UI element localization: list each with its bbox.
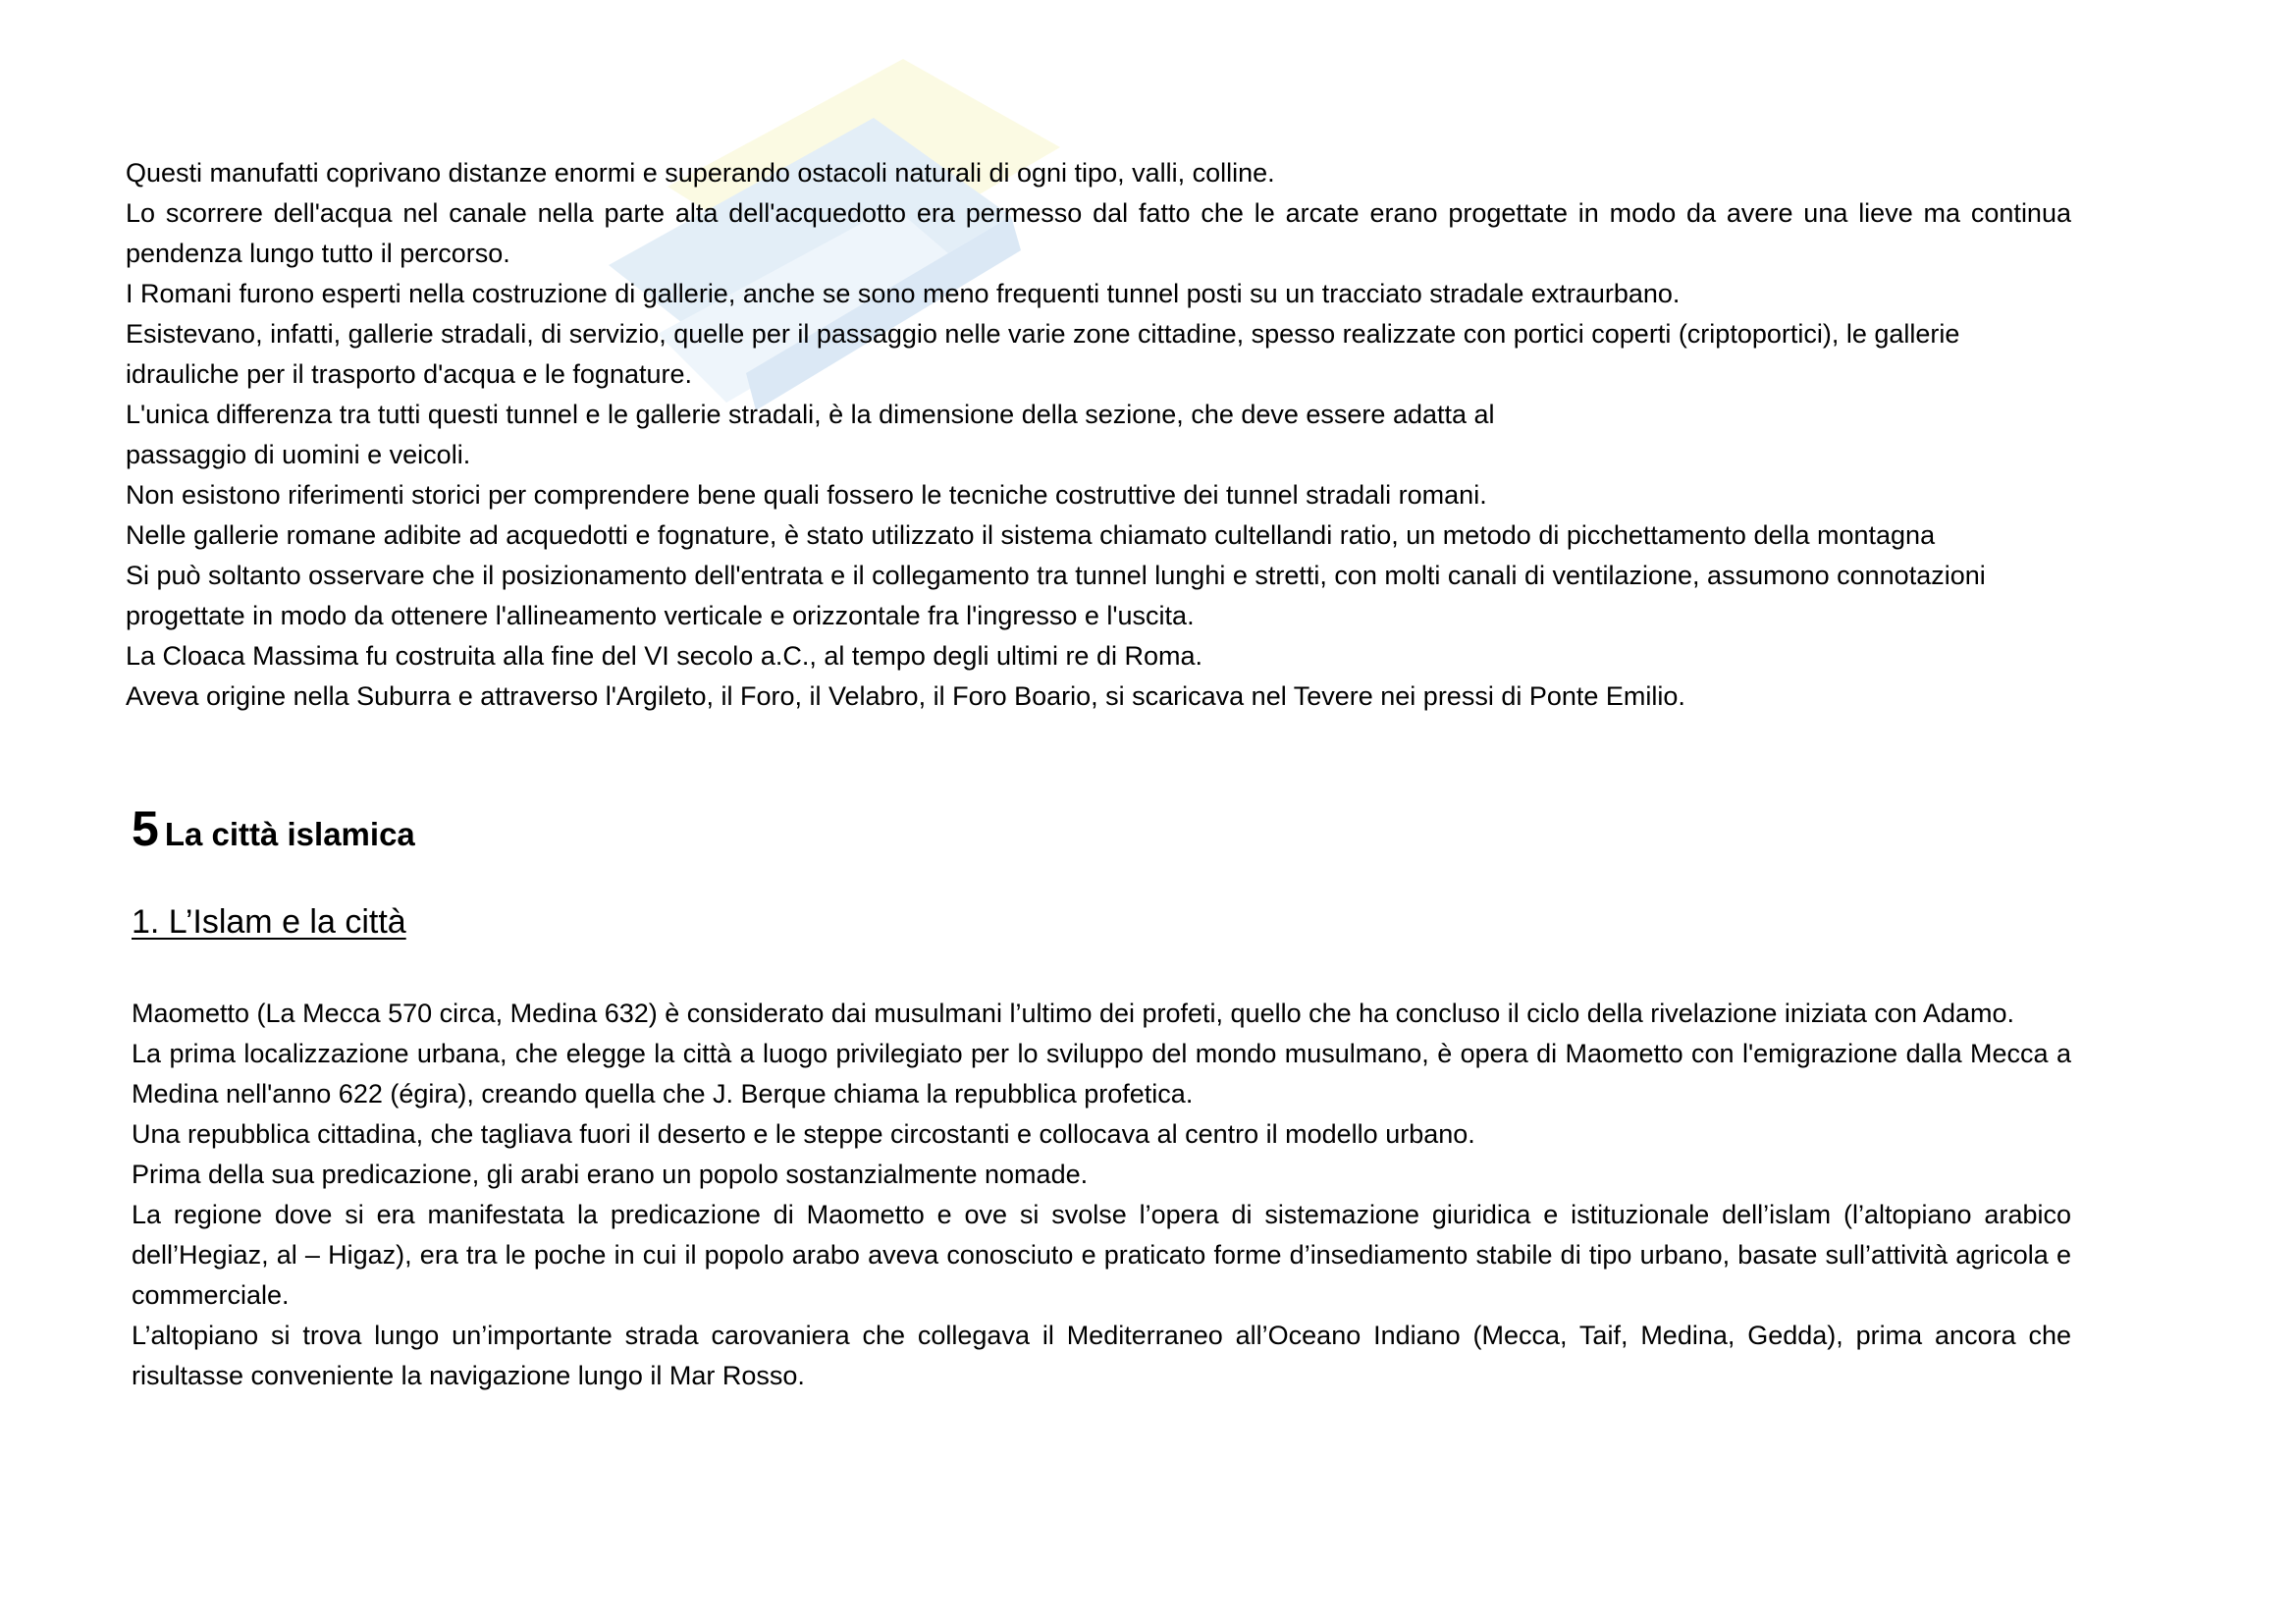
paragraph: Non esistono riferimenti storici per comprendere bene quali fossero le tecniche costruttive dei tunnel stradali romani.	[126, 480, 1487, 510]
paragraph: I Romani furono esperti nella costruzione di gallerie, anche se sono meno frequenti tunnel posti su un tracciato stradale extraurbano.	[126, 279, 1681, 308]
chapter-number: 5	[132, 801, 159, 856]
paragraph: L'unica differenza tra tutti questi tunnel e le gallerie stradali, è la dimensione della sezione, che deve essere adatta al	[126, 400, 1495, 429]
subsection-title: 1. L’Islam e la città	[132, 903, 406, 941]
paragraph: Maometto (La Mecca 570 circa, Medina 632) è considerato dai musulmani l’ultimo dei profeti, quello che ha concluso il ciclo della rivelazione iniziata con Adamo.	[132, 999, 2015, 1028]
paragraph: passaggio di uomini e veicoli.	[126, 440, 471, 469]
paragraph: Una repubblica cittadina, che tagliava fuori il deserto e le steppe circostanti e collocava al centro il modello urbano.	[132, 1119, 1475, 1149]
paragraph: Aveva origine nella Suburra e attraverso l'Argileto, il Foro, il Velabro, il Foro Boario, si scaricava nel Tevere nei pressi di Ponte Emilio.	[126, 681, 1685, 711]
paragraph: Si può soltanto osservare che il posizionamento dell'entrata e il collegamento tra tunnel lunghi e stretti, con molti canali di ventilazione, assumono connotazioni progettate in modo da ottenere l'allineamento verticale e orizzontale fra l'ingresso e l'uscita.	[126, 561, 1986, 630]
paragraph: L’altopiano si trova lungo un’importante strada carovaniera che collegava il Mediterraneo all’Oceano Indiano (Mecca, Taif, Medina, Gedda), prima ancora che risultasse conveniente la navigazione lungo il Mar Rosso.	[132, 1321, 2071, 1390]
paragraph: Questi manufatti coprivano distanze enormi e superando ostacoli naturali di ogni tipo, valli, colline.	[126, 158, 1275, 188]
paragraph: Lo scorrere dell'acqua nel canale nella parte alta dell'acquedotto era permesso dal fatto che le arcate erano progettate in modo da avere una lieve ma continua pendenza lungo tutto il percorso.	[126, 198, 2071, 268]
paragraph: Esistevano, infatti, gallerie stradali, di servizio, quelle per il passaggio nelle varie zone cittadine, spesso realizzate con portici coperti (criptoportici), le gallerie idrauliche per il trasporto d'acqua e le fognature.	[126, 319, 1960, 389]
chapter-title: La città islamica	[164, 816, 415, 852]
intro-section	[126, 153, 2071, 717]
chapter-heading	[132, 799, 415, 864]
paragraph: La prima localizzazione urbana, che elegge la città a luogo privilegiato per lo sviluppo del mondo musulmano, è opera di Maometto con l'emigrazione dalla Mecca a Medina nell'anno 622 (égira), creando quella che J. Berque chiama la repubblica profetica.	[132, 1039, 2071, 1109]
islam-section	[132, 994, 2071, 1396]
paragraph: Nelle gallerie romane adibite ad acquedotti e fognature, è stato utilizzato il sistema chiamato cultellandi ratio, un metodo di picchettamento della montagna	[126, 520, 1936, 550]
paragraph: La Cloaca Massima fu costruita alla fine del VI secolo a.C., al tempo degli ultimi re di Roma.	[126, 641, 1202, 671]
paragraph: La regione dove si era manifestata la predicazione di Maometto e ove si svolse l’opera di sistemazione giuridica e istituzionale dell’islam (l’altopiano arabico dell’Hegiaz, al – Higaz), era tra le poche in cui il popolo arabo aveva conosciuto e praticato forme d’insediamento stabile di tipo urbano, basate sull’attività agricola e commerciale.	[132, 1200, 2071, 1310]
paragraph: Prima della sua predicazione, gli arabi erano un popolo sostanzialmente nomade.	[132, 1160, 1089, 1189]
